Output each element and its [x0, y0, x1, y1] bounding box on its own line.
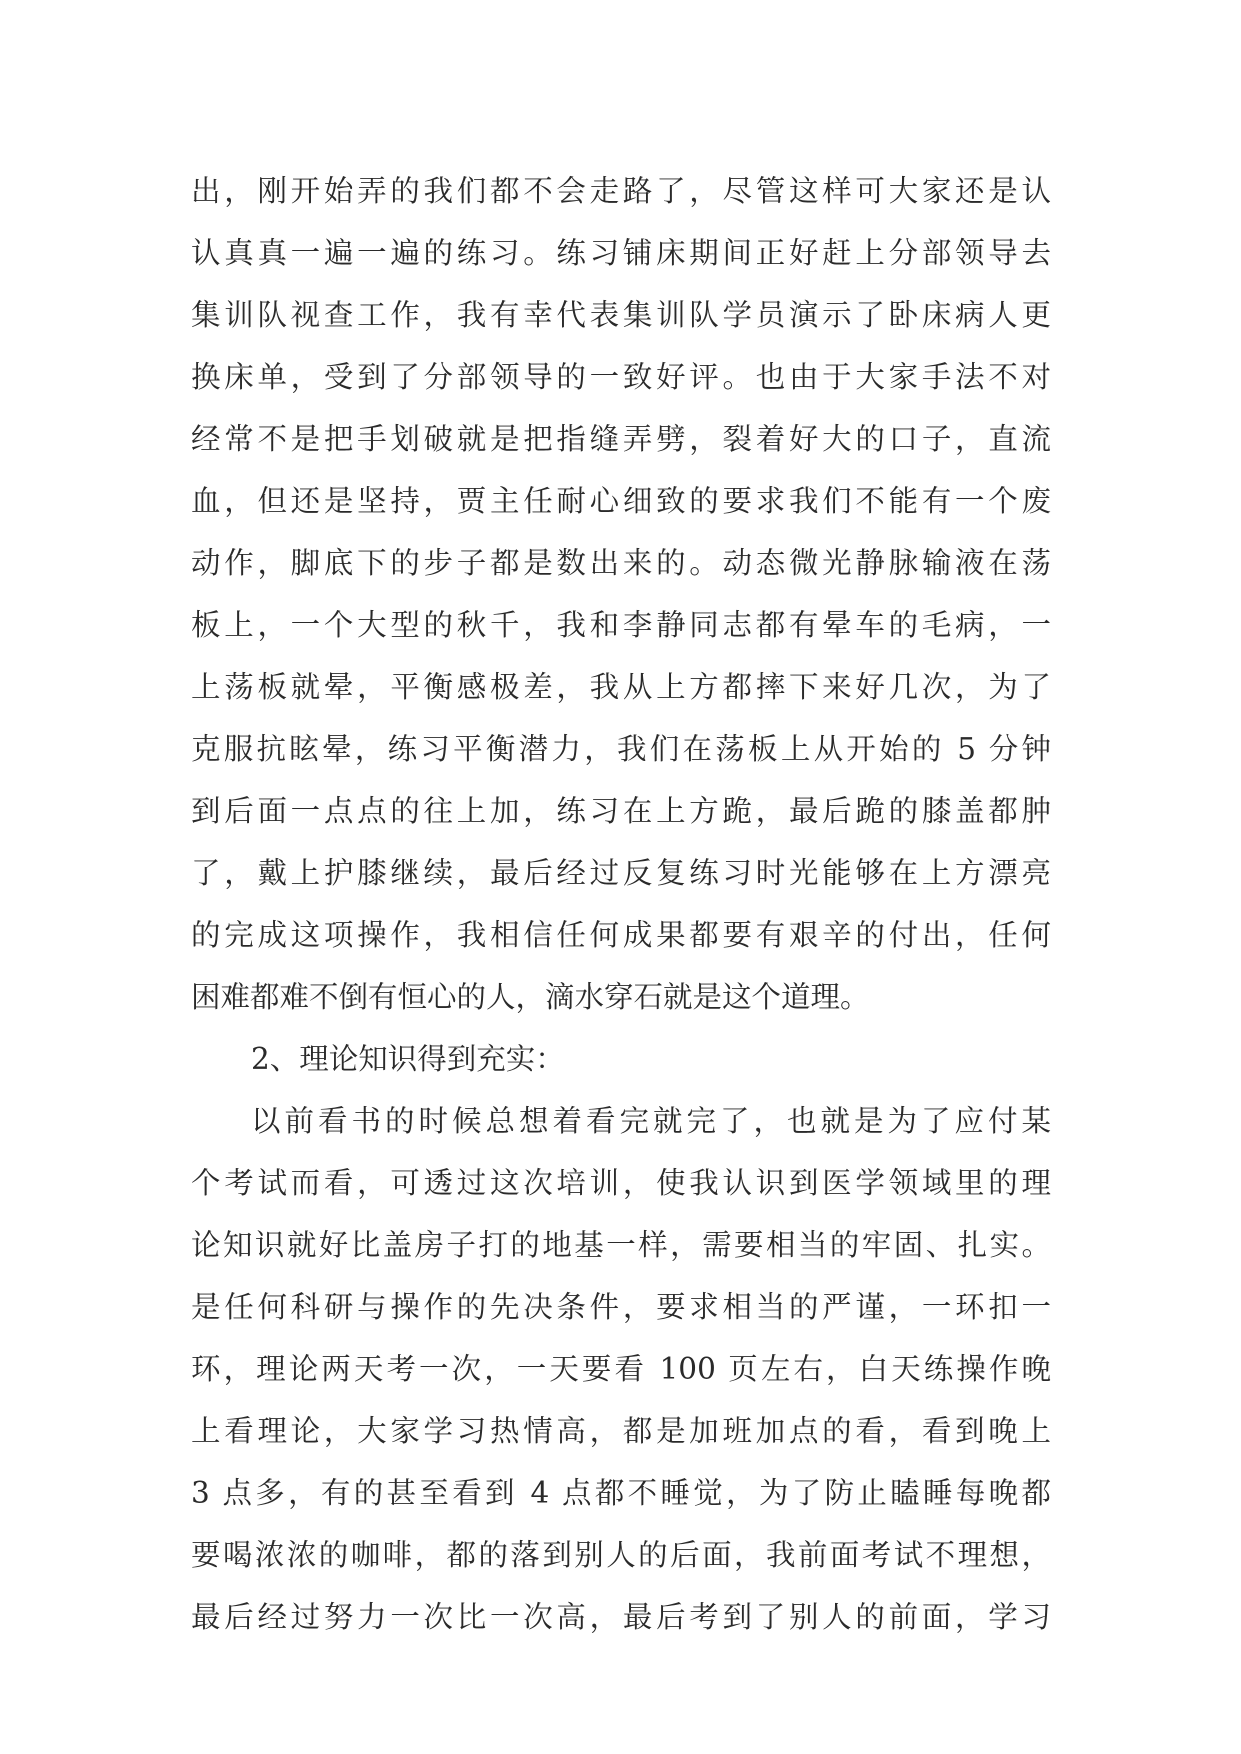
text-line: 集训队视查工作，我有幸代表集训队学员演示了卧床病人更: [191, 298, 1051, 332]
text-line: 环，理论两天考一次，一天要看 100 页左右，白天练操作晚: [191, 1352, 1051, 1386]
text-line: 认真真一遍一遍的练习。练习铺床期间正好赶上分部领导去: [191, 236, 1051, 270]
text-line: 换床单，受到了分部领导的一致好评。也由于大家手法不对: [191, 360, 1051, 394]
text-line: 出，刚开始弄的我们都不会走路了，尽管这样可大家还是认: [191, 174, 1051, 208]
text-line: 3 点多，有的甚至看到 4 点都不睡觉，为了防止瞌睡每晚都: [191, 1476, 1051, 1510]
document-body: [191, 160, 1051, 1648]
text-line: 以前看书的时候总想着看完就完了，也就是为了应付某: [251, 1104, 1051, 1138]
text-line: 板上，一个大型的秋千，我和李静同志都有晕车的毛病，一: [191, 608, 1051, 642]
text-line: 经常不是把手划破就是把指缝弄劈，裂着好大的口子，直流: [191, 422, 1051, 456]
text-line: 是任何科研与操作的先决条件，要求相当的严谨，一环扣一: [191, 1290, 1051, 1324]
text-line: 要喝浓浓的咖啡，都的落到别人的后面，我前面考试不理想，: [191, 1538, 1051, 1572]
text-line: 个考试而看，可透过这次培训，使我认识到医学领域里的理: [191, 1166, 1051, 1200]
text-line: 了，戴上护膝继续，最后经过反复练习时光能够在上方漂亮: [191, 856, 1051, 890]
text-line: 最后经过努力一次比一次高，最后考到了别人的前面，学习: [191, 1600, 1051, 1634]
text-line: 论知识就好比盖房子打的地基一样，需要相当的牢固、扎实。: [191, 1228, 1051, 1262]
text-line: 到后面一点点的往上加，练习在上方跪，最后跪的膝盖都肿: [191, 794, 1051, 828]
text-line: 困难都难不倒有恒心的人，滴水穿石就是这个道理。: [191, 980, 870, 1014]
text-line: 克服抗眩晕，练习平衡潜力，我们在荡板上从开始的 5 分钟: [191, 732, 1051, 766]
section-heading: 2、理论知识得到充实：: [251, 1042, 565, 1076]
text-line: 的完成这项操作，我相信任何成果都要有艰辛的付出，任何: [191, 918, 1051, 952]
text-line: 上看理论，大家学习热情高，都是加班加点的看，看到晚上: [191, 1414, 1051, 1448]
text-line: 上荡板就晕，平衡感极差，我从上方都摔下来好几次，为了: [191, 670, 1051, 704]
text-line: 血，但还是坚持，贾主任耐心细致的要求我们不能有一个废: [191, 484, 1051, 518]
text-line: 动作，脚底下的步子都是数出来的。动态微光静脉输液在荡: [191, 546, 1051, 580]
